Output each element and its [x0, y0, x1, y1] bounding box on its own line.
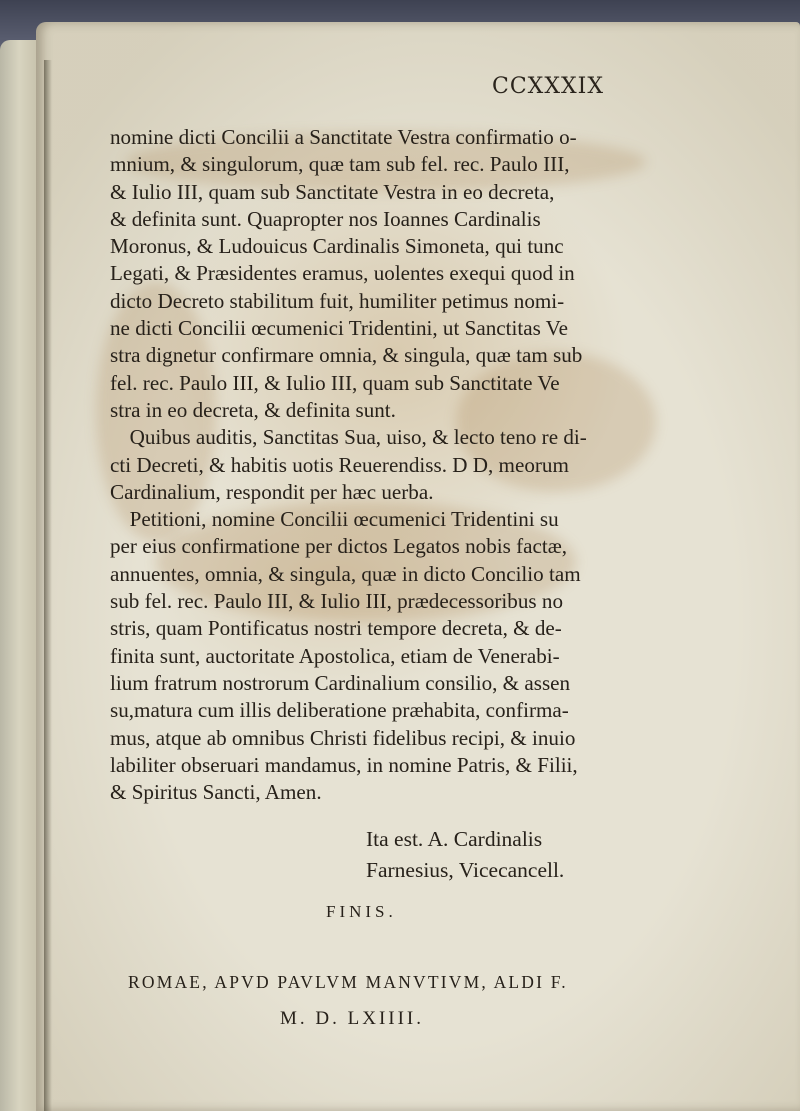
text-line: su,matura cum illis deliberatione præhabita, confirma- — [110, 698, 569, 723]
printer-imprint: ROMAE, APVD PAVLVM MANVTIVM, ALDI F. — [128, 972, 568, 992]
text-line: stra in eo decreta, & definita sunt. — [110, 397, 396, 422]
text-line: ne dicti Concilii œcumenici Tridentini, ut Sanctitas Ve — [110, 316, 568, 341]
text-line: Legati, & Præsidentes eramus, uolentes exequi quod in — [110, 261, 575, 286]
text-line: cti Decreti, & habitis uotis Reuerendiss. D D, meorum — [110, 452, 569, 477]
text-line: Moronus, & Ludouicus Cardinalis Simoneta, qui tunc — [110, 234, 564, 259]
text-line: nomine dicti Concilii a Sanctitate Vestra confirmatio o- — [110, 125, 577, 149]
folio-number: CCXXXIX — [492, 74, 605, 99]
text-line: stris, quam Pontificatus nostri tempore decreta, & de- — [110, 616, 562, 641]
text-line: finita sunt, auctoritate Apostolica, etiam de Venerabi- — [110, 643, 560, 668]
finis-mark: FINIS. — [326, 902, 397, 921]
body-text — [110, 124, 650, 806]
signature-block — [366, 824, 564, 886]
text-line: & definita sunt. Quapropter nos Ioannes Cardinalis — [110, 206, 541, 231]
text-line: & Iulio III, quam sub Sanctitate Vestra in eo decreta, — [110, 179, 555, 204]
text-line: labiliter obseruari mandamus, in nomine Patris, & Filii, — [110, 752, 578, 777]
text-line: mnium, & singulorum, quæ tam sub fel. rec. Paulo III, — [110, 152, 570, 177]
text-line: Cardinalium, respondit per hæc uerba. — [110, 479, 434, 504]
text-line: Petitioni, nomine Concilii œcumenici Tridentini su — [129, 507, 559, 532]
text-line: stra dignetur confirmare omnia, & singula, quæ tam sub — [110, 343, 583, 368]
gutter-shadow — [44, 60, 52, 1111]
signature-line: Ita est. A. Cardinalis — [366, 827, 543, 851]
signature-line: Farnesius, Vicecancell. — [366, 858, 565, 882]
text-line: fel. rec. Paulo III, & Iulio III, quam sub Sanctitate Ve — [110, 370, 560, 395]
text-line: per eius confirmatione per dictos Legatos nobis factæ, — [110, 534, 568, 559]
imprint-year: M. D. LXIIII. — [280, 1008, 425, 1029]
text-line: dicto Decreto stabilitum fuit, humiliter petimus nomi- — [110, 288, 565, 313]
text-line: mus, atque ab omnibus Christi fidelibus recipi, & inuio — [110, 725, 576, 750]
text-line: & Spiritus Sancti, Amen. — [110, 780, 322, 805]
text-line: lium fratrum nostrorum Cardinalium consilio, & assen — [110, 670, 571, 695]
text-line: sub fel. rec. Paulo III, & Iulio III, prædecessoribus no — [110, 589, 563, 614]
text-line: Quibus auditis, Sanctitas Sua, uiso, & lecto teno re di- — [129, 425, 587, 450]
text-line: annuentes, omnia, & singula, quæ in dicto Concilio tam — [110, 561, 581, 586]
